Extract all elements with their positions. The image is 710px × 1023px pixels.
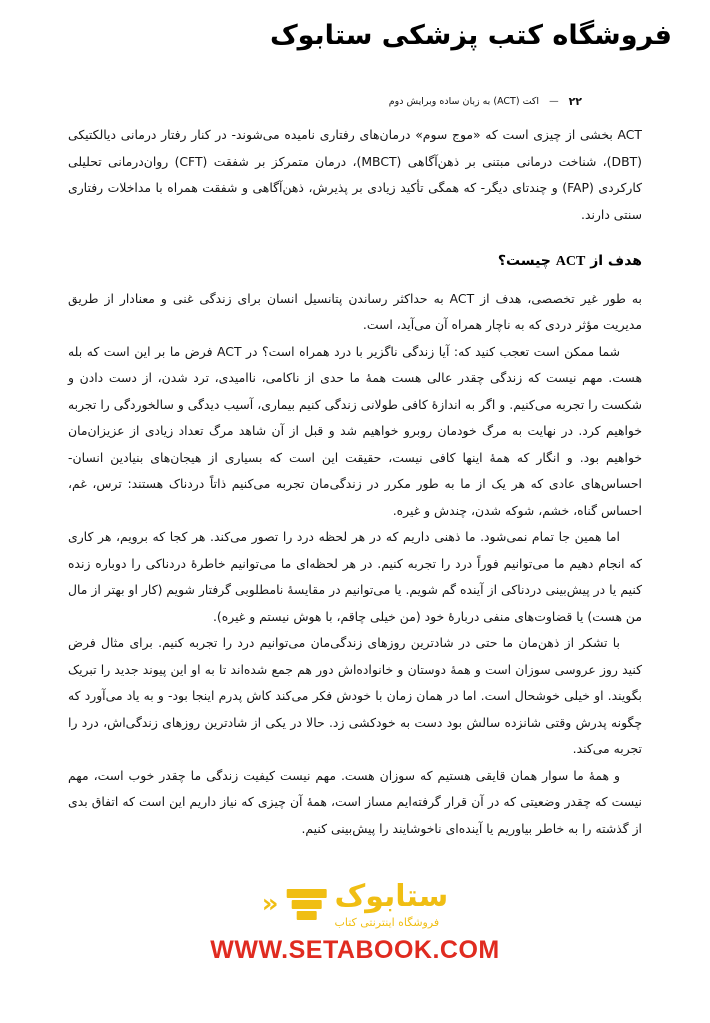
logo-bar-middle	[291, 900, 321, 909]
section-heading-acronym: ACT	[555, 254, 586, 269]
brand-logo	[262, 880, 449, 929]
paragraph-1: ACT بخشی از چیزی است که «موج سوم» درمان‌های رفتاری نامیده می‌شوند- در کنار رفتار درمانی دیالکتیکی (DBT)، شناخت درمانی مبتنی بر ذهن‌آگاهی (MBCT)، درمان متمرکز بر شفقت (CFT) روان‌درمانی تحلیلی کارکردی (FAP) و چندتای دیگر- که همگی تأکید زیادی بر پذیرش، ذهن‌آگاهی و شفقت همراه با مداخلات رفتاری سنتی دارند.	[68, 127, 642, 222]
chevron-left-icon: «	[261, 889, 275, 920]
logo-bar-top	[286, 889, 326, 898]
paragraph-2: به طور غیر تخصصی، هدف از ACT به حداکثر رساندن پتانسیل انسان برای زندگی غنی و معنادار از طریق مدیریت مؤثر دردی که به ناچار همراه آن می‌آید، است.	[68, 290, 642, 332]
paragraph-4: اما همین جا تمام نمی‌شود. ما ذهنی داریم که در هر لحظه درد را تصور می‌کند. هر کجا که برویم، هر کاری که انجام دهیم ما می‌توانیم فوراً درد را تجربه کنیم. در هر لحظه‌ای ما می‌توانیم خاطرهٔ دردناکی را دوباره زنده کنیم یا در پیش‌بینی دردناکی از آینده گم شویم. یا می‌توانیم در مقایسهٔ نامطلوبی گرفتار شویم (کار او بهتر از مال من هست) یا قضاوت‌های منفی دربارهٔ خود (من خیلی چاقم، با هوش نیستم و غیره).	[68, 529, 642, 624]
paragraph-5: با تشکر از ذهن‌مان ما حتی در شادترین روزهای زندگی‌مان می‌توانیم درد را تجربه کنیم. برای مثال فرض کنید روز عروسی سوزان است و همهٔ دوستان و خانواده‌اش دور هم جمع شده‌اند تا به او این پیوند جدید را تبریک بگویند. او خیلی خوشحال است. اما در همان زمان با خودش فکر می‌کند کاش پدرم اینجا بود- و به یاد می‌آورد که چگونه پدرش وقتی شانزده سالش بود دست به خودکشی زد. حالا در یکی از شادترین روزهای زندگی‌اش، درد را تجربه می‌کند.	[68, 635, 642, 756]
running-head-separator: —	[549, 96, 559, 107]
body-content	[68, 122, 642, 842]
brand-tagline: فروشگاه اینترنتی کتاب	[334, 915, 440, 929]
section-heading	[68, 248, 642, 276]
brand-website-url: WWW.SETABOOK.COM	[210, 936, 500, 964]
page-site-title: فروشگاه کتب پزشکی ستابوک	[269, 20, 672, 51]
running-head	[128, 95, 582, 108]
logo-bars-icon	[286, 889, 326, 920]
section-heading-suffix: چیست؟	[497, 253, 556, 269]
logo-bar-bottom	[296, 911, 316, 920]
running-head-title: اکت (ACT) به زبان ساده وبرایش دوم	[388, 96, 540, 107]
brand-name: ستابوک	[334, 878, 449, 914]
brand-text	[334, 880, 448, 929]
paragraph-3: شما ممکن است تعجب کنید که: آیا زندگی ناگزیر با درد همراه است؟ در ACT فرض ما بر این است که بله هست. مهم نیست که زندگی چقدر عالی هست همهٔ ما حدی از ناکامی، ناامیدی، ترد شدن، از دست دادن و شکست را تجربه می‌کنیم. و اگر به اندازهٔ کافی طولانی زندگی کنیم بیماری، آسیب دیدگی و سالخوردگی را تجربه خواهیم کرد. در نهایت به مرگ خودمان روبرو خواهیم شد و قبل از آن شاهد مرگ تعداد زیادی از عزیزان‌مان خواهیم بود. و انگار که همهٔ اینها کافی نیست، حقیقت این است که بسیاری از هیجان‌های بنیادین انسان- احساس‌های عادی که هر یک از ما به طور مکرر در زندگی‌مان تجربه می‌کنیم ذاتاً دردناک هستند: ترس، غم، احساس گناه، خشم، شوکه شدن، چندش و غیره.	[68, 343, 642, 518]
watermark-area	[0, 855, 710, 975]
section-heading-prefix: هدف از	[585, 253, 642, 269]
page-number: ۲۲	[568, 95, 582, 108]
paragraph-6: و همهٔ ما سوار همان قایقی هستیم که سوزان هست. مهم نیست کیفیت زندگی ما چقدر خوب است، مهم نیست که چقدر وضعیتی که در آن قرار گرفته‌ایم مساز است، همهٔ آن چیزی که نیاز داریم این است که اتفاق بدی از گذشته را به خاطر بیاوریم یا آینده‌ای ناخوشایند را پیش‌بینی کنیم.	[68, 767, 642, 836]
